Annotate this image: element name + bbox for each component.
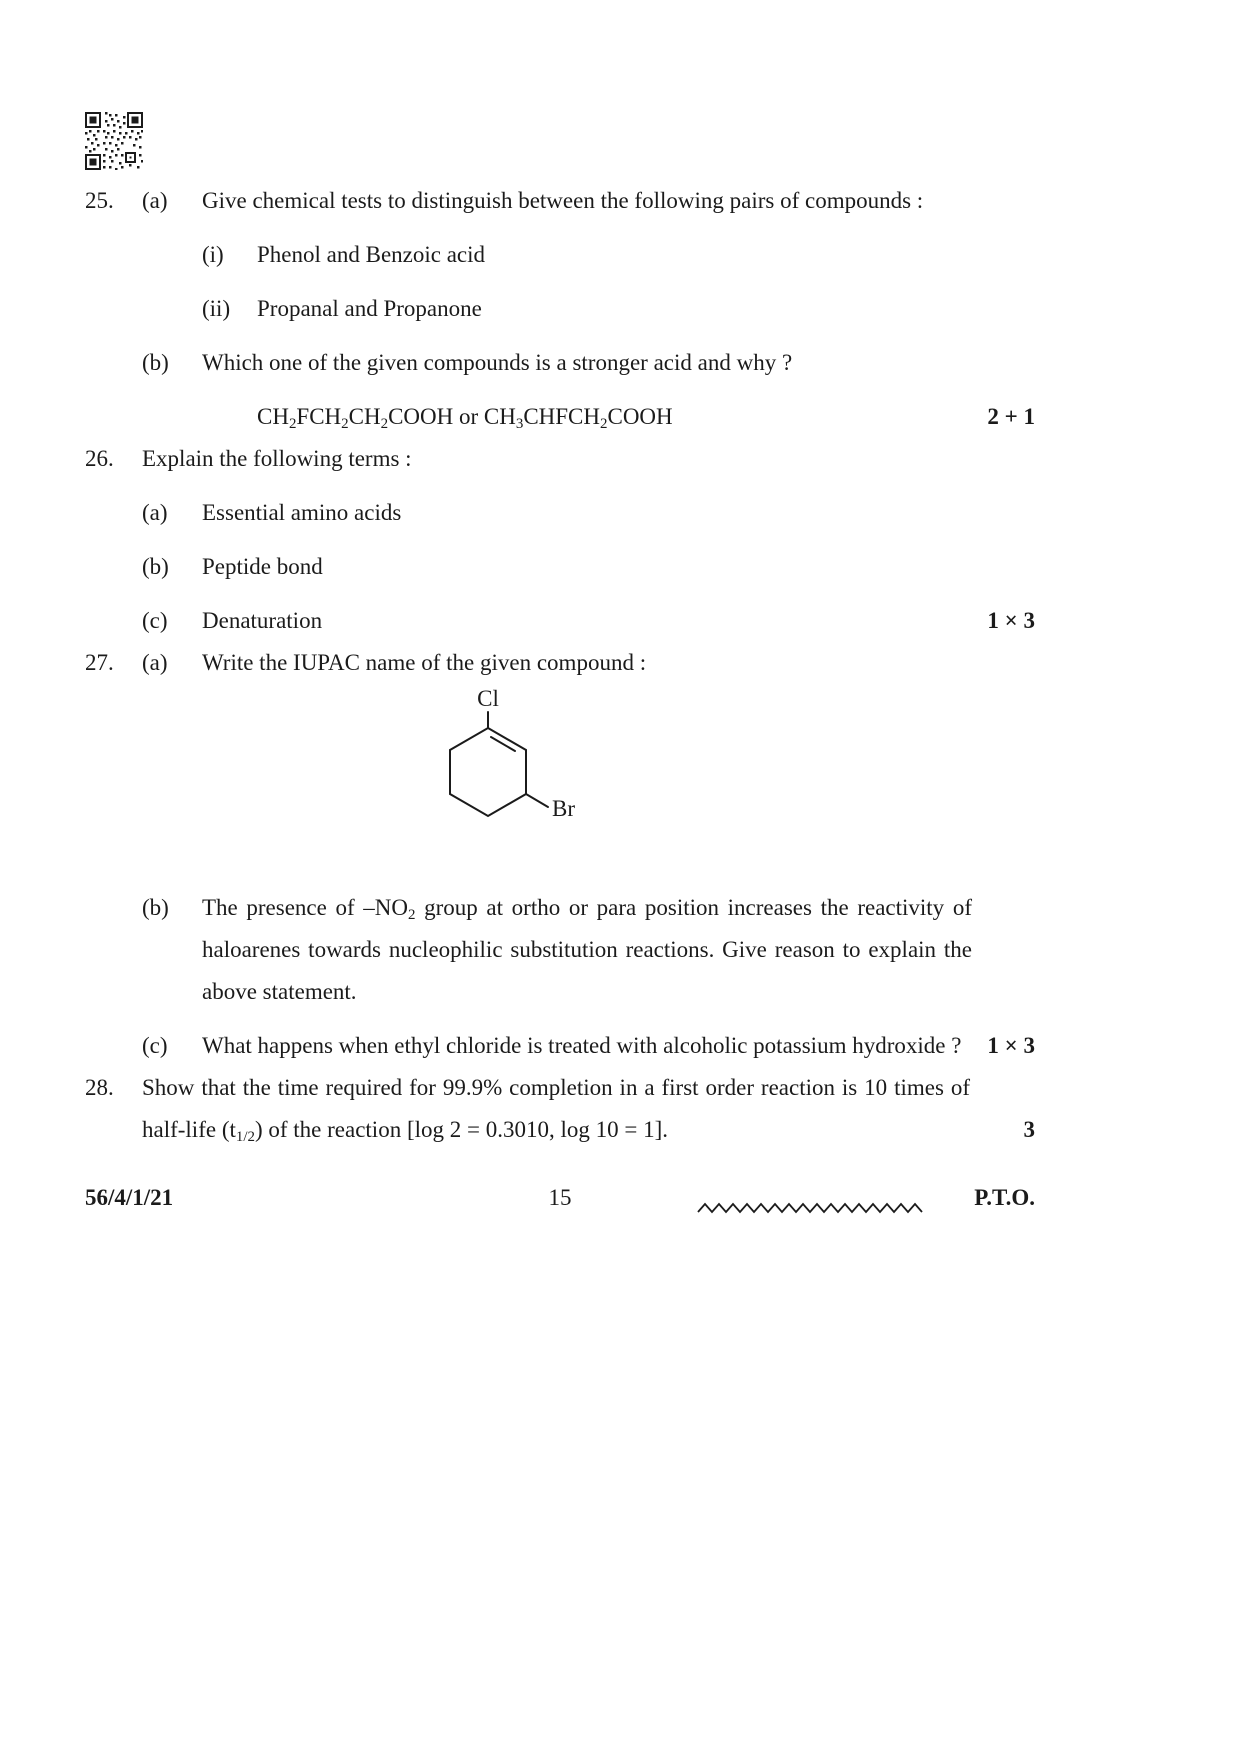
part-text: Denaturation — [202, 608, 323, 633]
marks-badge: 2 + 1 — [987, 404, 1035, 429]
part-text: What happens when ethyl chloride is treated with alcoholic potassium hydroxide ? — [202, 1033, 962, 1058]
subpart-label: (i) — [202, 242, 224, 267]
subpart-text: Phenol and Benzoic acid — [257, 242, 486, 267]
question-25 — [85, 180, 1035, 438]
page-footer — [85, 1177, 1035, 1209]
part-label: (a) — [142, 500, 168, 525]
part-label: (c) — [142, 608, 168, 633]
q25-sub-i — [85, 234, 1035, 276]
question-text: Show that the time required for 99.9% completion in a first order reaction is 10 times of half-life $(t_{1/2})$ of the reaction [log 2 = 0.3010, log 10 = 1]. — [142, 1075, 970, 1146]
part-label: (b) — [142, 554, 169, 579]
br-bond — [526, 794, 548, 807]
chemical-structure — [420, 688, 1035, 877]
subpart-label: (ii) — [202, 296, 231, 321]
q26-part-b — [85, 546, 1035, 588]
q25-part-b — [85, 342, 1035, 384]
pto-label: P.T.O. — [974, 1185, 1035, 1210]
part-label: (a) — [142, 650, 168, 675]
br-label: Br — [552, 796, 575, 821]
marks-badge: 1 × 3 — [987, 1033, 1035, 1058]
cyclohexene-ring — [450, 728, 526, 816]
chemical-formula: $CH_2FCH_2CH_2COOH$ or $CH_3CHFCH_2COOH$ — [257, 404, 673, 433]
q28-text-row — [85, 1067, 1035, 1151]
marks-badge: 1 × 3 — [987, 608, 1035, 633]
cl-label: Cl — [477, 688, 499, 711]
q25-formula-row — [202, 396, 1035, 438]
part-text: Which one of the given compounds is a stronger acid and why ? — [202, 350, 793, 375]
question-number: 26. — [85, 446, 114, 471]
qr-code — [85, 112, 143, 170]
q27-part-c — [85, 1025, 1035, 1067]
part-label: (c) — [142, 1033, 168, 1058]
q26-part-a — [85, 492, 1035, 534]
q26-intro — [85, 438, 1035, 480]
question-text: Explain the following terms : — [142, 446, 412, 471]
q27-part-b — [85, 887, 1035, 1013]
q25-part-a — [85, 180, 1035, 222]
part-text: Give chemical tests to distinguish between the following pairs of compounds : — [202, 188, 924, 213]
q26-part-c — [85, 600, 1035, 642]
question-number: 28. — [85, 1075, 114, 1100]
q27-part-a — [85, 642, 1035, 684]
question-number: 27. — [85, 650, 114, 675]
zigzag-divider — [697, 1187, 923, 1229]
double-bond — [491, 737, 515, 751]
part-text: Essential amino acids — [202, 500, 402, 525]
part-text: The presence of $-NO_2$ group at ortho or para position increases the reactivity of haloarenes towards nucleophilic substitution reactions. Give reason to explain the above statement. — [202, 895, 972, 1004]
subpart-text: Propanal and Propanone — [257, 296, 482, 321]
marks-badge: 3 — [1023, 1117, 1035, 1142]
part-label: (b) — [142, 350, 169, 375]
question-28 — [85, 1067, 1035, 1151]
question-27 — [85, 642, 1035, 1067]
question-number: 25. — [85, 188, 114, 213]
part-text: Write the IUPAC name of the given compound : — [202, 650, 647, 675]
part-text: Peptide bond — [202, 554, 323, 579]
question-26 — [85, 438, 1035, 642]
q25-sub-ii — [85, 288, 1035, 330]
page-number: 15 — [548, 1185, 572, 1210]
part-label: (a) — [142, 188, 168, 213]
paper-code: 56/4/1/21 — [85, 1185, 174, 1210]
part-label: (b) — [142, 895, 169, 920]
